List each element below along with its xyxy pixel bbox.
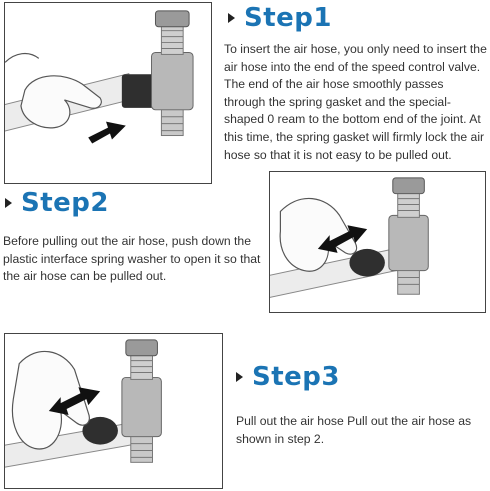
step1-title: Step1	[244, 3, 332, 33]
step1-illustration	[4, 2, 212, 184]
step2-title: Step2	[21, 188, 109, 218]
valve-thread-bottom	[161, 110, 183, 136]
step3-illustration	[4, 333, 223, 489]
step3-drawing	[5, 334, 222, 488]
insert-arrow-icon	[88, 122, 126, 144]
step3-heading	[236, 362, 340, 392]
valve-thread-bottom	[131, 437, 153, 463]
valve-body	[122, 377, 161, 436]
bullet-arrow-icon	[5, 198, 12, 208]
valve-thread-bottom	[398, 271, 420, 295]
bullet-arrow-icon	[228, 13, 235, 23]
valve-body	[389, 215, 428, 270]
step3-description: Pull out the air hose Pull out the air hose as shown in step 2.	[236, 414, 472, 446]
adjust-knob	[393, 178, 425, 194]
valve-body	[152, 52, 194, 109]
step1-description: To insert the air hose, you only need to insert the air hose into the end of the speed control valve. The end of the air hose smoothly passes through the spring gasket and the special-shaped 0 ream to the bottom end of the joint. At this time, the spring gasket will firmly lock the air hose so that it is not easy to be pulled out.	[224, 42, 487, 162]
adjust-knob	[155, 11, 189, 27]
step2-drawing	[270, 172, 485, 312]
step3-title: Step3	[252, 362, 340, 392]
step2-heading	[5, 188, 109, 218]
step1-drawing	[5, 3, 211, 183]
step2-description: Before pulling out the air hose, push down the plastic interface spring washer to open it so that the air hose can be pulled out.	[3, 234, 261, 284]
step1-heading	[228, 3, 332, 33]
adjust-knob	[126, 340, 158, 356]
bullet-arrow-icon	[236, 372, 243, 382]
step2-illustration	[269, 171, 486, 313]
valve-thread-top	[161, 25, 183, 55]
